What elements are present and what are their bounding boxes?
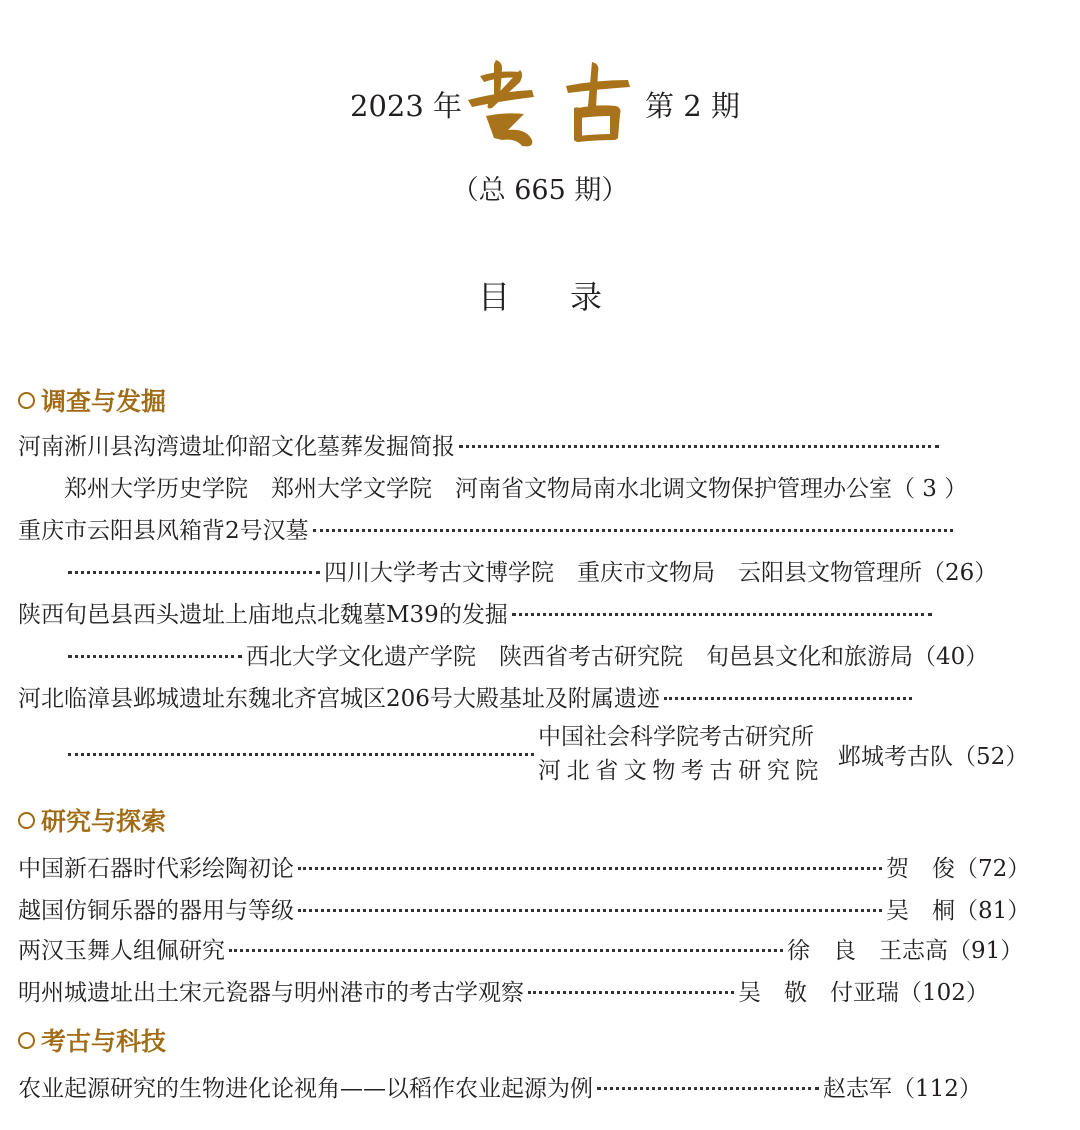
toc-entry[interactable] <box>18 974 989 1007</box>
section-heading-research <box>18 802 166 838</box>
entry-authors: 西北大学文化遗产学院 陕西省考古研究院 旬邑县文化和旅游局 <box>246 644 913 670</box>
toc-entry-title[interactable] <box>18 428 943 461</box>
page-number: （26） <box>922 560 998 586</box>
entry-author-line: 中国社会科学院考古研究所 <box>538 724 814 750</box>
leader-dots <box>68 655 242 658</box>
toc-entry-authors <box>64 554 997 587</box>
circle-icon <box>18 392 35 409</box>
section-title: 研究与探索 <box>41 807 167 836</box>
toc-entry[interactable] <box>18 932 1023 965</box>
toc-entry-title[interactable] <box>18 596 936 629</box>
section-title: 考古与科技 <box>41 1027 167 1056</box>
page-number: （ 3 ） <box>892 476 968 502</box>
page-number: （112） <box>892 1076 982 1102</box>
entry-authors: 郑州大学历史学院 郑州大学文学院 河南省文物局南水北调文物保护管理办公室 <box>64 476 892 502</box>
entry-authors: 吴 敬 付亚瑞 <box>738 980 899 1006</box>
entry-title: 农业起源研究的生物进化论视角——以稻作农业起源为例 <box>18 1076 593 1102</box>
page-number: （91） <box>948 938 1024 964</box>
page-number: （81） <box>955 898 1031 924</box>
kaogu-calligraphy-logo <box>462 56 638 150</box>
toc-entry-authors <box>64 720 1028 788</box>
toc-entry-authors <box>64 638 988 671</box>
entry-authors: 邺城考古队 <box>838 743 953 770</box>
section-heading-survey <box>18 382 166 418</box>
circle-icon <box>18 1032 35 1049</box>
entry-title: 河北临漳县邺城遗址东魏北齐宫城区206号大殿基址及附属遗迹 <box>18 686 660 712</box>
leader-dots <box>298 867 882 870</box>
leader-dots <box>68 753 534 756</box>
entry-authors: 赵志军 <box>823 1076 892 1102</box>
leader-dots <box>528 991 734 994</box>
leader-dots <box>512 613 932 616</box>
toc-entry-title[interactable] <box>18 680 916 713</box>
toc-entry[interactable] <box>18 892 1030 925</box>
leader-dots <box>459 445 939 448</box>
entry-title: 河南淅川县沟湾遗址仰韶文化墓葬发掘简报 <box>18 434 455 460</box>
toc-entry-authors <box>64 470 967 503</box>
section-title: 调查与发掘 <box>41 387 167 416</box>
entry-title: 陕西旬邑县西头遗址上庙地点北魏墓M39的发掘 <box>18 602 508 628</box>
entry-authors: 四川大学考古文博学院 重庆市文物局 云阳县文物管理所 <box>324 560 922 586</box>
section-heading-science <box>18 1022 166 1058</box>
leader-dots <box>313 529 953 532</box>
year-label: 2023 年 <box>350 89 463 123</box>
author-stack <box>538 720 824 788</box>
page-number: （40） <box>913 644 989 670</box>
entry-title: 越国仿铜乐器的器用与等级 <box>18 898 294 924</box>
leader-dots <box>664 697 912 700</box>
leader-dots <box>597 1087 819 1090</box>
entry-title: 中国新石器时代彩绘陶初论 <box>18 856 294 882</box>
leader-dots <box>68 571 320 574</box>
entry-title: 明州城遗址出土宋元瓷器与明州港市的考古学观察 <box>18 980 524 1006</box>
entry-authors: 吴 桐 <box>886 898 955 924</box>
leader-dots <box>298 909 882 912</box>
toc-entry-title[interactable] <box>18 512 957 545</box>
issue-label: 第 2 期 <box>645 89 740 123</box>
toc-title: 目录 <box>477 278 662 316</box>
entry-author-line: 河北省文物考古研究院 <box>538 758 824 784</box>
masthead <box>0 50 1080 150</box>
page-number: （102） <box>899 980 989 1006</box>
entry-authors: 徐 良 王志高 <box>787 938 948 964</box>
entry-authors: 贺 俊 <box>886 856 955 882</box>
page-number: （72） <box>955 856 1031 882</box>
entry-title: 两汉玉舞人组佩研究 <box>18 938 225 964</box>
circle-icon <box>18 812 35 829</box>
entry-title: 重庆市云阳县风箱背2号汉墓 <box>18 518 309 544</box>
leader-dots <box>229 949 783 952</box>
total-issue-label: （总 665 期） <box>451 175 629 206</box>
toc-entry[interactable] <box>18 850 1030 883</box>
page-number: （52） <box>953 743 1029 770</box>
toc-entry[interactable] <box>18 1070 982 1103</box>
